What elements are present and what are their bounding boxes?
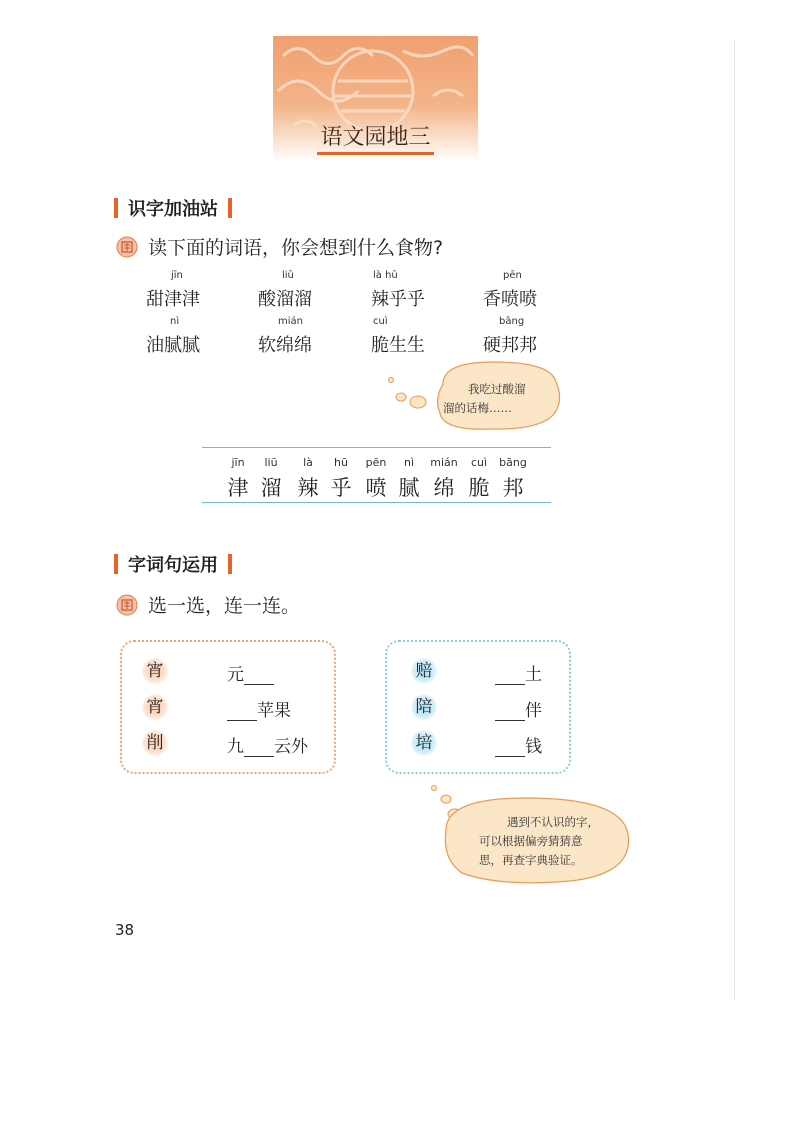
bubble-text-line: 思，再查字典验证。 (479, 853, 583, 867)
strip-char: 喷 (365, 476, 387, 500)
section-heading-text: 识字加油站 (128, 199, 218, 220)
match-char[interactable]: 陪 (411, 694, 437, 720)
word-item: bāng 硬邦邦 (483, 316, 537, 356)
answer-blank (495, 742, 525, 757)
title-underline (317, 152, 434, 155)
word-item: jīn 甜津津 (146, 270, 200, 310)
strip-pinyin: cuì (470, 456, 488, 469)
strip-char: 腻 (398, 476, 420, 500)
strip-pinyin: pēn (365, 456, 387, 469)
strip-char: 辣 (297, 476, 319, 500)
strip-char: 邦 (502, 476, 524, 500)
title-banner (273, 36, 478, 162)
match-phrase[interactable]: 九 云外 (227, 737, 308, 757)
strip-char: 津 (227, 476, 249, 500)
answer-blank (495, 670, 525, 685)
word-item: cuì 脆生生 (371, 316, 425, 356)
strip-char: 乎 (330, 476, 352, 500)
bubble-text-line: 我吃过酸溜 (468, 382, 526, 396)
strip-bottom-rule (202, 502, 551, 503)
match-char[interactable]: 赔 (411, 658, 437, 684)
question-text: 读下面的词语，你会想到什么食物? (148, 237, 444, 259)
section-heading-literacy (114, 195, 232, 221)
lesson-title: 语文园地三 (320, 125, 431, 150)
strip-pinyin: liū (264, 456, 278, 469)
word-item: pēn 香喷喷 (483, 270, 537, 310)
match-char[interactable]: 削 (142, 730, 168, 756)
strip-pinyin: nì (403, 456, 415, 469)
strip-char: 脆 (468, 476, 490, 500)
word-item: là hū 辣乎乎 (371, 270, 425, 310)
answer-blank (227, 706, 257, 721)
question-1 (116, 233, 443, 260)
page-number: 38 (115, 921, 135, 939)
bubble-text-line: 可以根据偏旁猜猜意 (479, 834, 583, 848)
strip-char: 绵 (433, 476, 455, 500)
match-phrase[interactable]: 伴 (495, 696, 542, 721)
match-char[interactable]: 宵 (142, 694, 168, 720)
page-edge (734, 40, 735, 1000)
strip-pinyin: là (303, 456, 313, 469)
answer-blank (244, 742, 274, 757)
word-item: mián 软绵绵 (258, 316, 312, 356)
section-heading-usage (114, 551, 232, 577)
bubble-text-line: 溜的话梅…… (443, 401, 512, 415)
question-2 (116, 591, 300, 618)
answer-blank (495, 706, 525, 721)
strip-pinyin: hū (334, 456, 348, 469)
bubble-text-line: 遇到不认识的字， (507, 815, 599, 829)
strip-pinyin: jīn (231, 456, 245, 469)
strip-pinyin: mián (430, 456, 458, 469)
match-phrase[interactable]: 苹果 (227, 696, 291, 721)
seal-icon (116, 236, 138, 258)
answer-blank (244, 670, 274, 685)
match-phrase[interactable]: 土 (495, 660, 542, 685)
strip-top-rule (202, 447, 551, 448)
word-item: liū 酸溜溜 (258, 270, 312, 310)
seal-icon (116, 594, 138, 616)
match-phrase[interactable]: 钱 (495, 732, 542, 757)
strip-pinyin: bāng (499, 456, 527, 469)
question-text: 选一选，连一连。 (148, 595, 301, 617)
match-char[interactable]: 培 (411, 730, 437, 756)
word-item: nì 油腻腻 (146, 316, 200, 356)
match-phrase[interactable]: 元 (227, 660, 274, 685)
section-heading-text: 字词句运用 (128, 555, 218, 576)
strip-char: 溜 (260, 476, 282, 500)
match-char[interactable]: 宵 (142, 658, 168, 684)
